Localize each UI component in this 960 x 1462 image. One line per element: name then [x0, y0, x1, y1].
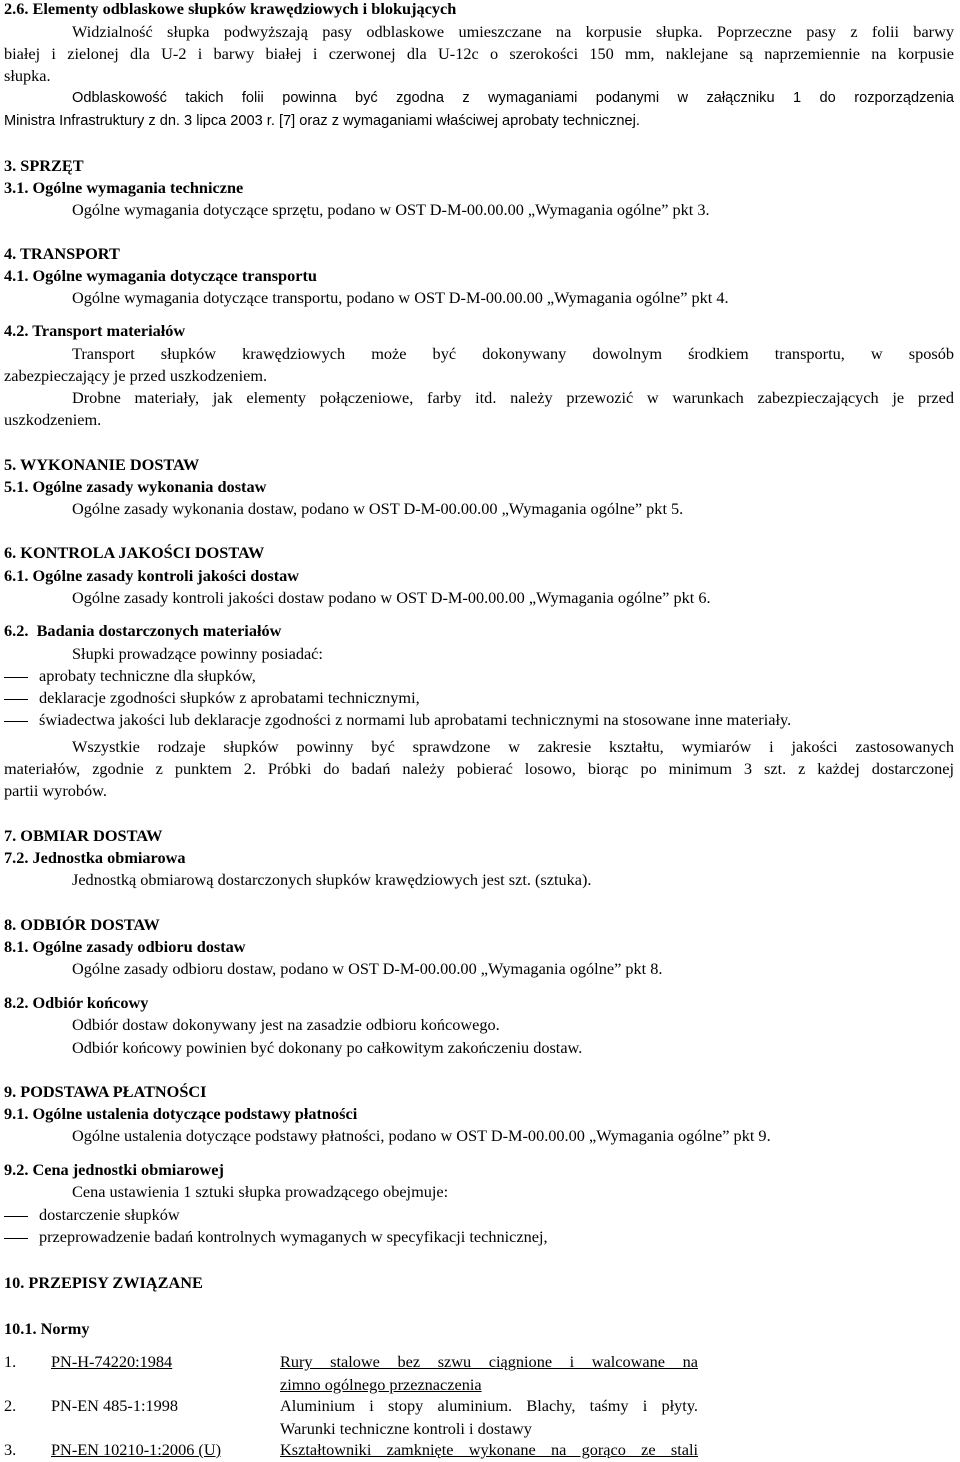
norm-description: Warunki techniczne kontroli i dostawy [280, 1419, 532, 1438]
section-6-2-heading: 6.2. Badania dostarczonych materiałów [4, 621, 282, 640]
section-10-1-heading: 10.1. Normy [4, 1319, 90, 1338]
s26-p2-line2: Ministra Infrastruktury z dn. 3 lipca 2003 r. [7] oraz z wymaganiami właściwej aprobaty technicznej. [4, 113, 640, 129]
s6-p-line1: Wszystkie rodzaje słupków powinny być sprawdzone w zakresie kształtu, wymiarów i jakości zastosowanych [72, 737, 954, 756]
s3-text: Ogólne wymagania dotyczące sprzętu, podano w OST D-M-00.00.00 „Wymagania ogólne” pkt 3. [72, 200, 710, 219]
s4-text1: Ogólne wymagania dotyczące transportu, podano w OST D-M-00.00.00 „Wymagania ogólne” pkt 4. [72, 288, 729, 307]
s26-p1-line2: białej i zielonej dla U-2 i barwy białej i czerwonej dla U-12c o szerokości 150 mm, naklejane są naprzemiennie na korpusie [4, 44, 954, 63]
s9-text1: Ogólne ustalenia dotyczące podstawy płatności, podano w OST D-M-00.00.00 „Wymagania ogólne” pkt 9. [72, 1126, 771, 1145]
s6-list-item: świadectwa jakości lub deklaracje zgodności z normami lub aprobatami technicznymi na stosowane inne materiały. [39, 710, 792, 729]
section-9-heading: 9. PODSTAWA PŁATNOŚCI [4, 1082, 207, 1101]
s6-p-line2: materiałów, zgodnie z punktem 2. Próbki do badań należy pobierać losowo, biorąc po minimum 3 szt. z każdej dostarczonej [4, 759, 954, 778]
section-6-1-heading: 6.1. Ogólne zasady kontroli jakości dostaw [4, 566, 300, 585]
s26-p1-line3: słupka. [4, 66, 51, 85]
norm-description: Aluminium i stopy aluminium. Blachy, taśmy i płyty. [280, 1396, 698, 1415]
list-dash-marker [4, 699, 28, 700]
s6-list-item: aprobaty techniczne dla słupków, [39, 666, 256, 685]
section-9-2-heading: 9.2. Cena jednostki obmiarowej [4, 1160, 224, 1179]
s8-text1: Ogólne zasady odbioru dostaw, podano w OST D-M-00.00.00 „Wymagania ogólne” pkt 8. [72, 959, 663, 978]
s4-p1-line2: zabezpieczający je przed uszkodzeniem. [4, 366, 268, 385]
section-8-2-heading: 8.2. Odbiór końcowy [4, 993, 149, 1012]
section-3-heading: 3. SPRZĘT [4, 156, 84, 175]
s9-list-item: dostarczenie słupków [39, 1205, 180, 1224]
section-2-6-heading: 2.6. Elementy odblaskowe słupków krawędziowych i blokujących [4, 0, 457, 18]
norm-code: PN-H-74220:1984 [51, 1352, 173, 1371]
s4-p2-line2: uszkodzeniem. [4, 410, 102, 429]
s8-text2b: Odbiór końcowy powinien być dokonany po całkowitym zakończeniu dostaw. [72, 1038, 583, 1057]
s6-p-line3: partii wyrobów. [4, 781, 107, 800]
s9-list-item: przeprowadzenie badań kontrolnych wymaganych w specyfikacji technicznej, [39, 1227, 548, 1246]
section-4-1-heading: 4.1. Ogólne wymagania dotyczące transportu [4, 266, 317, 285]
section-3-1-heading: 3.1. Ogólne wymagania techniczne [4, 178, 244, 197]
section-5-1-heading: 5.1. Ogólne zasady wykonania dostaw [4, 477, 267, 496]
list-dash-marker [4, 721, 28, 722]
s26-p2-line1: Odblaskowość takich folii powinna być zgodna z wymaganiami podanymi w załączniku 1 do rozporządzenia [72, 90, 954, 106]
s4-p1-line1: Transport słupków krawędziowych może być dokonywany dowolnym środkiem transportu, w sposób [72, 344, 954, 363]
norm-description: Kształtowniki zamknięte wykonane na gorąco ze stali [280, 1440, 698, 1459]
s8-text2a: Odbiór dostaw dokonywany jest na zasadzie odbioru końcowego. [72, 1015, 500, 1034]
list-dash-marker [4, 1216, 28, 1217]
norm-description: zimno ogólnego przeznaczenia [280, 1375, 482, 1394]
section-9-1-heading: 9.1. Ogólne ustalenia dotyczące podstawy płatności [4, 1104, 358, 1123]
norm-number: 1. [4, 1352, 17, 1371]
s9-intro: Cena ustawienia 1 sztuki słupka prowadzącego obejmuje: [72, 1182, 449, 1201]
section-10-heading: 10. PRZEPISY ZWIĄZANE [4, 1273, 203, 1292]
norm-code: PN-EN 10210-1:2006 (U) [51, 1440, 222, 1459]
section-8-1-heading: 8.1. Ogólne zasady odbioru dostaw [4, 937, 246, 956]
section-4-heading: 4. TRANSPORT [4, 244, 120, 263]
s4-p2-line1: Drobne materiały, jak elementy połączeniowe, farby itd. należy przewozić w warunkach zabezpieczających je przed [72, 388, 954, 407]
s6-list-item: deklaracje zgodności słupków z aprobatami technicznymi, [39, 688, 420, 707]
section-7-2-heading: 7.2. Jednostka obmiarowa [4, 848, 186, 867]
section-7-heading: 7. OBMIAR DOSTAW [4, 826, 163, 845]
s6-text1: Ogólne zasady kontroli jakości dostaw podano w OST D-M-00.00.00 „Wymagania ogólne” pkt 6. [72, 588, 711, 607]
s7-text: Jednostką obmiarową dostarczonych słupków krawędziowych jest szt. (sztuka). [72, 870, 592, 889]
s26-p1-line1: Widzialność słupka podwyższają pasy odblaskowe umieszczane na korpusie słupka. Poprzeczne pasy z folii barwy [72, 22, 954, 41]
list-dash-marker [4, 1238, 28, 1239]
norm-number: 3. [4, 1440, 17, 1459]
list-dash-marker [4, 677, 28, 678]
s6-intro: Słupki prowadzące powinny posiadać: [72, 644, 323, 663]
section-4-2-heading: 4.2. Transport materiałów [4, 321, 186, 340]
norm-description: Rury stalowe bez szwu ciągnione i walcowane na [280, 1352, 698, 1371]
section-5-heading: 5. WYKONANIE DOSTAW [4, 455, 200, 474]
s5-text: Ogólne zasady wykonania dostaw, podano w OST D-M-00.00.00 „Wymagania ogólne” pkt 5. [72, 499, 684, 518]
norm-number: 2. [4, 1396, 17, 1415]
norm-code: PN-EN 485-1:1998 [51, 1396, 179, 1415]
section-8-heading: 8. ODBIÓR DOSTAW [4, 915, 160, 934]
section-6-heading: 6. KONTROLA JAKOŚCI DOSTAW [4, 543, 265, 562]
